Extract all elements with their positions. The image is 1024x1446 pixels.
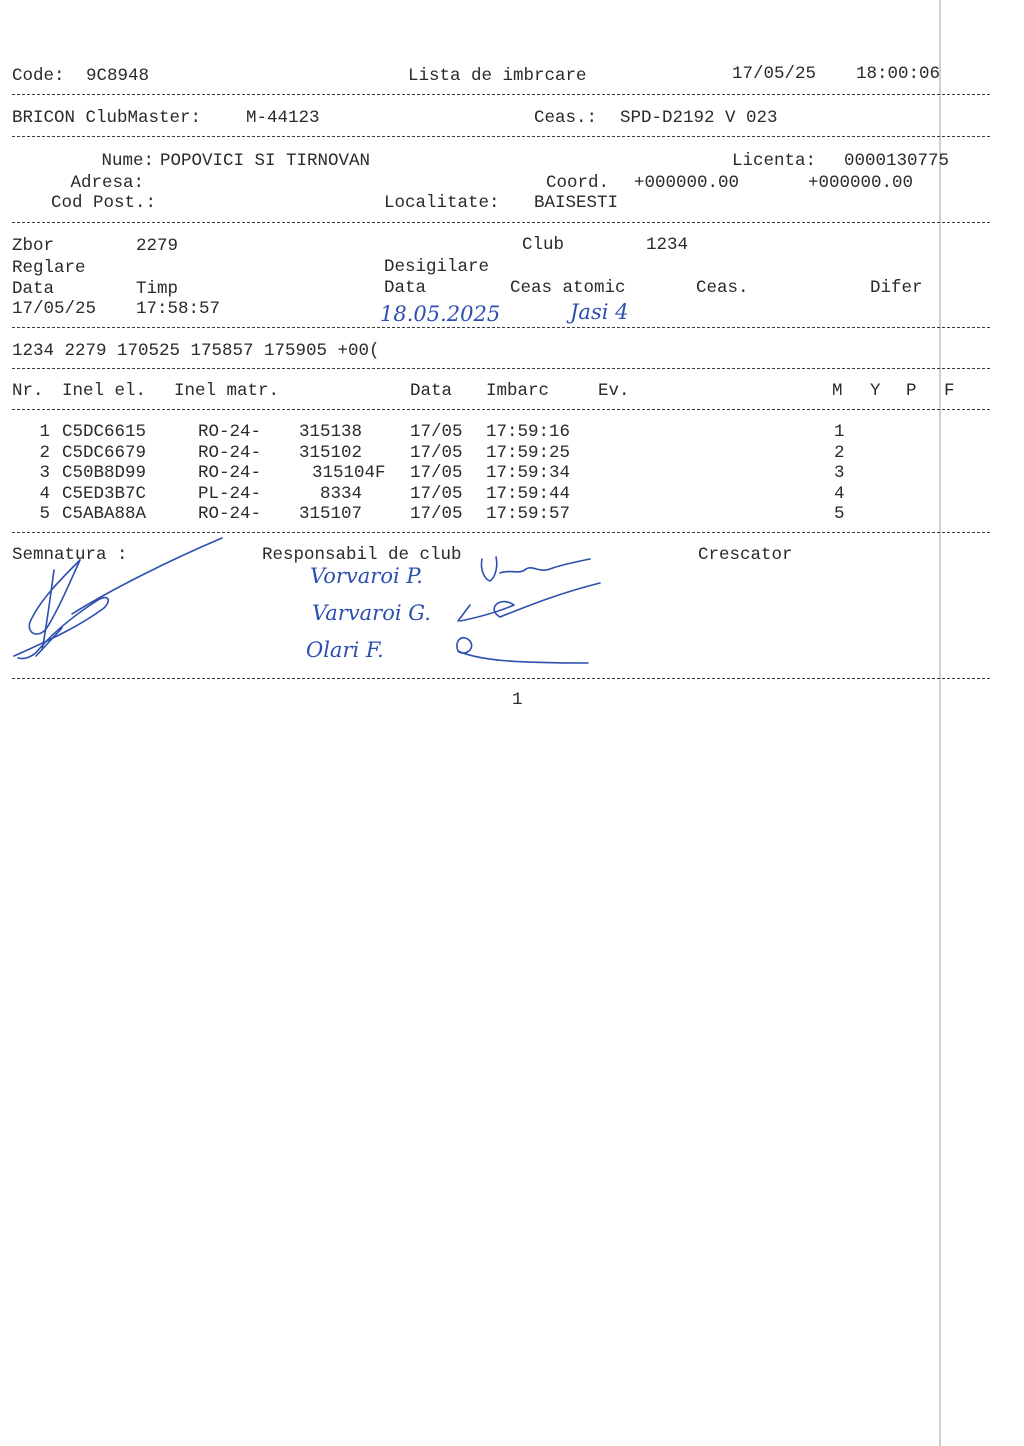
row-time: 17:59:25	[486, 443, 571, 463]
owner-name: POPOVICI SI TIRNOVAN	[160, 151, 371, 171]
divider	[12, 678, 990, 679]
clock-label: Ceas.:	[534, 108, 598, 128]
col-m: M	[832, 381, 843, 401]
responsible-label: Responsabil de club	[262, 545, 462, 565]
difference-label: Difer	[870, 278, 923, 298]
row-number: 315104F	[312, 463, 386, 483]
print-time: 18:00:06	[856, 64, 941, 84]
scan-fold-line	[939, 0, 941, 1446]
row-date: 17/05	[410, 443, 463, 463]
handwritten-place: Jasi 4	[570, 300, 629, 324]
reglare-time: 17:58:57	[136, 299, 221, 319]
print-date: 17/05/25	[732, 64, 817, 84]
col-nr: Nr.	[12, 381, 44, 401]
coord-lat: +000000.00	[634, 173, 740, 193]
zbor-label: Zbor	[12, 236, 55, 256]
col-inel-matr: Inel matr.	[174, 381, 280, 401]
flight-code-line: 1234 2279 170525 175857 175905 +00(	[12, 341, 380, 361]
clock-value: SPD-D2192 V 023	[620, 108, 778, 128]
responsible-initials-scribble	[440, 545, 610, 675]
row-m: 2	[834, 443, 845, 463]
row-prefix: RO-24-	[198, 463, 262, 483]
row-m: 4	[834, 484, 845, 504]
license-label: Licenta:	[732, 151, 817, 171]
table-row	[0, 463, 1000, 483]
timp-label: Timp	[136, 279, 179, 299]
row-date: 17/05	[410, 422, 463, 442]
club-value: 1234	[646, 235, 689, 255]
row-nr: 2	[39, 443, 50, 463]
page-number: 1	[512, 690, 523, 710]
row-time: 17:59:57	[486, 504, 571, 524]
coord-lon: +000000.00	[808, 173, 914, 193]
divider	[12, 368, 990, 369]
handwritten-date: 18.05.2025	[380, 302, 501, 326]
divider	[12, 409, 990, 410]
row-date: 17/05	[410, 484, 463, 504]
list-title: Lista de imbrcare	[408, 66, 587, 86]
row-m: 1	[834, 422, 845, 442]
signature-label: Semnatura :	[12, 545, 128, 565]
row-m: 5	[834, 504, 845, 524]
system-value: M-44123	[246, 108, 320, 128]
data2-label: Data	[384, 278, 427, 298]
responsible-name-3: Olari F.	[306, 638, 384, 662]
atomic-clock-label: Ceas atomic	[510, 278, 626, 298]
table-row	[0, 504, 1000, 524]
row-date: 17/05	[410, 463, 463, 483]
coord-label: Coord.	[546, 173, 610, 193]
row-nr: 5	[39, 504, 50, 524]
row-inel-el: C5DC6615	[62, 422, 147, 442]
divider	[12, 327, 990, 328]
row-inel-el: C50B8D99	[62, 463, 147, 483]
reglare-date: 17/05/25	[12, 299, 97, 319]
row-time: 17:59:34	[486, 463, 571, 483]
name-label: Nume:	[101, 151, 154, 171]
row-inel-el: C5DC6679	[62, 443, 147, 463]
row-nr: 4	[39, 484, 50, 504]
row-prefix: RO-24-	[198, 504, 262, 524]
address-label: Adresa:	[70, 173, 144, 193]
signature-scribble	[0, 530, 260, 670]
row-nr: 3	[39, 463, 50, 483]
data-label: Data	[12, 279, 55, 299]
col-y: Y	[870, 381, 881, 401]
col-p: P	[906, 381, 917, 401]
code-value: 9C8948	[86, 66, 150, 86]
col-data: Data	[410, 381, 453, 401]
divider	[12, 136, 990, 137]
col-inel-el: Inel el.	[62, 381, 147, 401]
row-number: 315102	[298, 443, 362, 463]
club-label: Club	[522, 235, 565, 255]
row-number: 315107	[298, 504, 362, 524]
zbor-value: 2279	[136, 236, 179, 256]
row-inel-el: C5ABA88A	[62, 504, 147, 524]
divider	[12, 222, 990, 223]
table-row	[0, 484, 1000, 504]
row-prefix: RO-24-	[198, 443, 262, 463]
system-label: BRICON ClubMaster:	[12, 108, 202, 128]
row-m: 3	[834, 463, 845, 483]
locality-value: BAISESTI	[534, 193, 619, 213]
locality-label: Localitate:	[384, 193, 500, 213]
col-f: F	[944, 381, 955, 401]
row-inel-el: C5ED3B7C	[62, 484, 147, 504]
responsible-name-2: Varvaroi G.	[312, 601, 431, 625]
col-ev: Ev.	[598, 381, 630, 401]
breeder-label: Crescator	[698, 545, 793, 565]
row-date: 17/05	[410, 504, 463, 524]
code-label: Code:	[12, 66, 65, 86]
responsible-name-1: Vorvaroi P.	[310, 564, 423, 588]
row-time: 17:59:44	[486, 484, 571, 504]
row-prefix: RO-24-	[198, 422, 262, 442]
row-time: 17:59:16	[486, 422, 571, 442]
desigilare-label: Desigilare	[384, 257, 490, 277]
table-row	[0, 422, 1000, 442]
col-imbarc: Imbarc	[486, 381, 550, 401]
table-row	[0, 443, 1000, 463]
divider	[12, 94, 990, 95]
postal-label: Cod Post.:	[50, 193, 156, 213]
clock-short-label: Ceas.	[696, 278, 749, 298]
row-prefix: PL-24-	[198, 484, 262, 504]
row-nr: 1	[39, 422, 50, 442]
license-value: 0000130775	[844, 151, 950, 171]
reglare-label: Reglare	[12, 258, 86, 278]
row-number: 315138	[298, 422, 362, 442]
row-number: 8334	[319, 484, 362, 504]
